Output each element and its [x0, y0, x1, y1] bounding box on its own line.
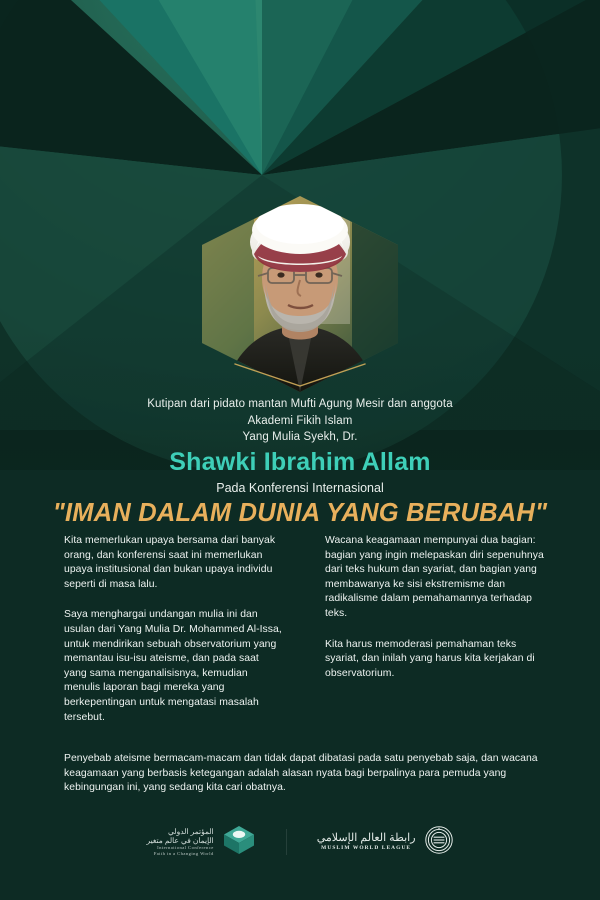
mwl-emblem-icon [424, 825, 454, 860]
quote-columns [64, 534, 544, 741]
attribution-line-1: Kutipan dari pidato mantan Mufti Agung Mesir dan anggota [147, 398, 453, 410]
mwl-english: MUSLIM WORLD LEAGUE [321, 845, 412, 851]
quote-full-width [64, 752, 544, 796]
quote-paragraph: Saya menghargai undangan mulia ini dan usulan dari Yang Mulia Dr. Mohammed Al-Issa, untuk mendirikan sebuah observatorium yang memantau isu-isu ateisme, dan pada saat yang sama menganalisisnya, kemudian menulis laporan bagi mereka yang berkepentingan untuk mengatasi masalah tersebut. [64, 609, 282, 723]
mwl-logo-text [317, 832, 416, 852]
quote-paragraph: Penyebab ateisme bermacam-macam dan tidak dapat dibatasi pada satu penyebab saja, dan wacana keagamaan yang berbasis ketegangan adalah alasan nyata bagi berpalinya para pemuda yang kebingungan ini, yang sedang kita cari obatnya. [64, 753, 538, 794]
footer-logos [0, 820, 600, 864]
quote-column-left [64, 534, 283, 741]
conference-arabic-line-1: المؤتمر الدولي [168, 826, 214, 836]
quote-column-right [325, 534, 544, 697]
conference-english-line-2: Faith in a Changing World [153, 851, 214, 856]
gold-chevron-ornament [233, 362, 367, 390]
mwl-logo [317, 825, 454, 860]
quote-paragraph: Kita memerlukan upaya bersama dari banyak orang, dan konferensi saat ini memerlukan upaya institusional dan bukan upaya individu seperti di masa lalu. [64, 535, 276, 590]
cube-logo-icon [222, 823, 256, 862]
conference-logo [146, 823, 255, 862]
quote-paragraph: Wacana keagamaan mempunyai dua bagian: bagian yang ingin melepaskan diri sepenuhnya dari teks hukum dan syariat, dan bagian yang membawanya ke sisi ekstremisme dan radikalisme dalam pemahamannya terhadap teks. [325, 535, 544, 619]
mwl-arabic: رابطة العالم الإسلامي [316, 832, 416, 844]
speaker-name: Shawki Ibrahim Allam [169, 448, 431, 476]
event-intro: Pada Konferensi Internasional [216, 481, 384, 495]
footer-divider [286, 829, 287, 855]
conference-english-line-1: International Conference [157, 844, 214, 850]
conference-logo-text [146, 827, 213, 857]
attribution-line-3: Yang Mulia Syekh, Dr. [242, 431, 358, 443]
attribution-block [0, 396, 600, 446]
attribution-line-2: Akademi Fikih Islam [247, 414, 353, 427]
conference-arabic-line-2: الإيمان في عالم متغير [146, 835, 214, 845]
quote-paragraph: Kita harus memoderasi pemahaman teks syariat, dan inilah yang harus kita kerjakan di observatorium. [325, 638, 535, 679]
event-title: "IMAN DALAM DUNIA YANG BERUBAH" [52, 499, 548, 527]
